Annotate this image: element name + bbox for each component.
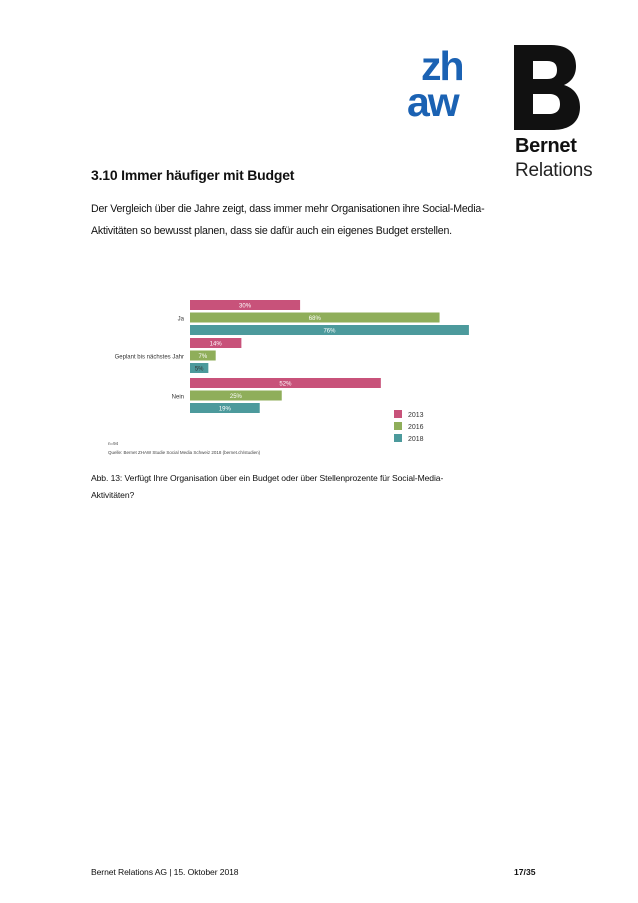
legend-swatch-2016 <box>394 422 402 430</box>
bar-value-label: 19% <box>218 406 231 413</box>
budget-bar-chart <box>100 290 480 460</box>
legend-label: 2018 <box>408 436 424 443</box>
bernet-relations-logo <box>514 45 593 185</box>
legend-label: 2013 <box>408 412 424 419</box>
legend-swatch-2013 <box>394 410 402 418</box>
bar-value-label: 52% <box>279 381 292 388</box>
zhaw-logo-line2: aw <box>407 79 458 125</box>
intro-line-1: Der Vergleich über die Jahre zeigt, dass immer mehr Organisationen ihre Social-Media- <box>91 203 485 215</box>
page-number: 17/35 <box>514 867 536 877</box>
category-label: Geplant bis nächstes Jahr <box>114 354 184 361</box>
caption-line-2: Aktivitäten? <box>91 490 135 500</box>
bar-value-label: 25% <box>229 394 242 400</box>
legend-label: 2016 <box>408 424 424 431</box>
intro-line-2: Aktivitäten so bewusst planen, dass sie dafür auch ein eigenes Budget erstellen. <box>91 225 452 237</box>
category-label: Ja <box>177 316 184 323</box>
bar-value-label: 30% <box>239 303 252 310</box>
chart-source-note: Quelle: Bernet ZHAW Studie Social Media Schweiz 2018 (bernet.ch/studien) <box>108 450 261 455</box>
bernet-b-mark-icon <box>514 45 580 130</box>
bar-value-label: 68% <box>308 316 321 322</box>
bernet-logo-line1: Bernet <box>515 135 577 157</box>
bar-value-label: 14% <box>209 341 222 348</box>
zhaw-logo-line1: zh <box>421 43 463 89</box>
legend-swatch-2018 <box>394 434 402 442</box>
section-title: 3.10 Immer häufiger mit Budget <box>91 167 295 183</box>
caption-line-1: Abb. 13: Verfügt Ihre Organisation über ein Budget oder über Stellenprozente für Social-Media- <box>91 473 444 483</box>
bernet-logo-line2: Relations <box>515 160 593 181</box>
chart-sample-note: n=94 <box>108 441 119 446</box>
bar-value-label: 7% <box>198 354 208 360</box>
bar-value-label: 76% <box>323 328 336 335</box>
intro-paragraph <box>91 198 501 242</box>
zhaw-logo <box>407 43 483 132</box>
category-label: Nein <box>171 394 184 401</box>
bar-value-label: 5% <box>194 366 204 373</box>
figure-caption <box>91 470 491 504</box>
footer-company-date: Bernet Relations AG | 15. Oktober 2018 <box>91 867 239 877</box>
